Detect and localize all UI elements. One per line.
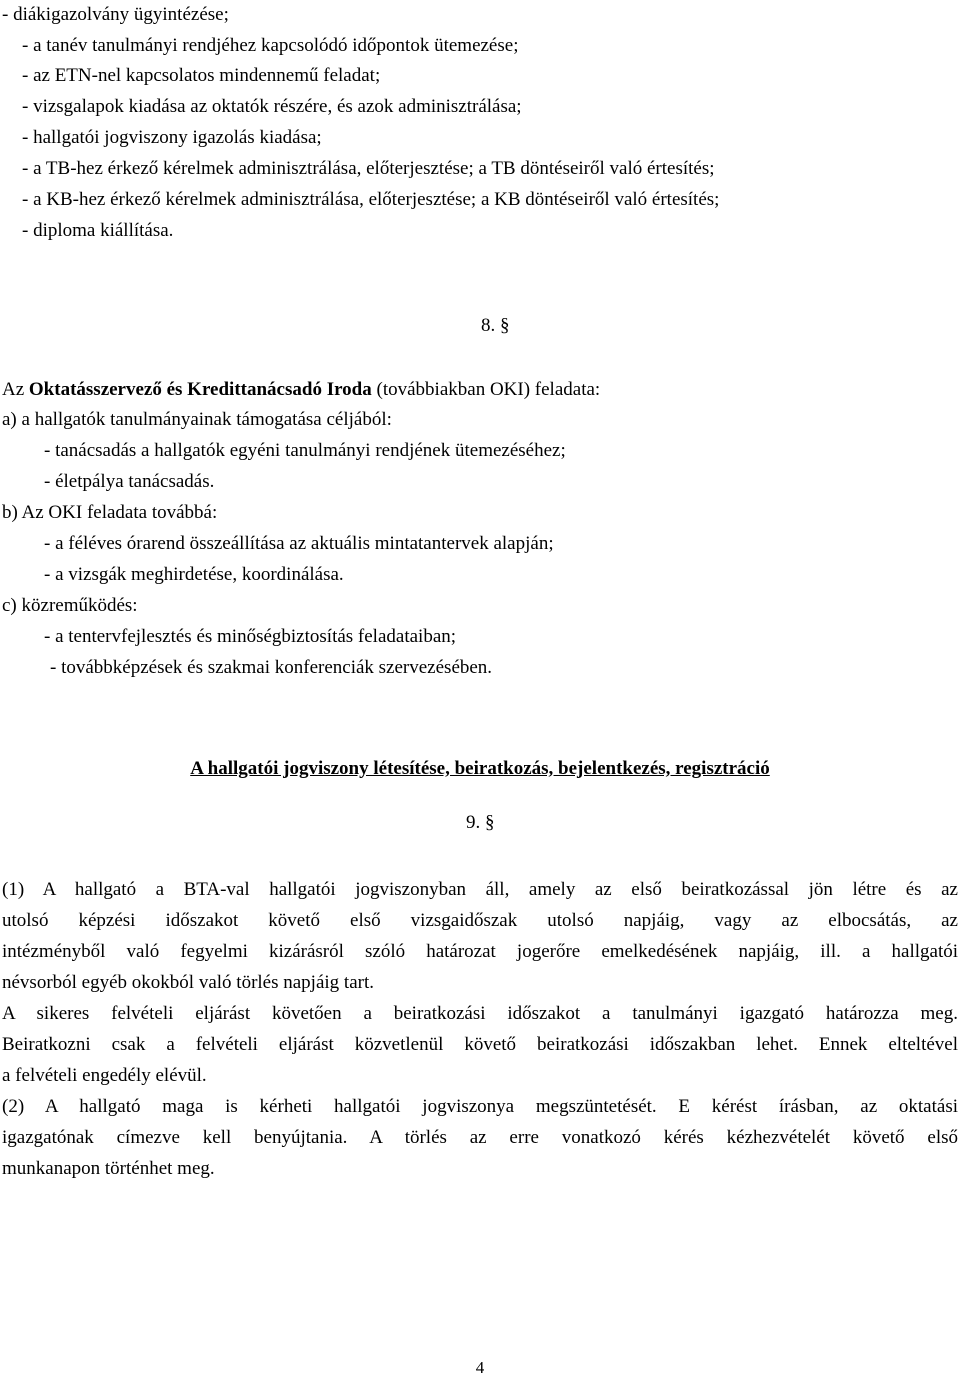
paragraph-line: (1) A hallgató a BTA-val hallgatói jogviszonyban áll, amely az első beiratkozással jön létre és az [2, 879, 958, 900]
list-item: - a féléves órarend összeállítása az aktuális mintatantervek alapján; [44, 533, 554, 554]
paragraph-line: A sikeres felvételi eljárást követően a beiratkozási időszakot a tanulmányi igazgató határozza meg. [2, 1003, 958, 1024]
intro-suffix: (továbbiakban OKI) feladata: [371, 379, 601, 400]
page-number: 4 [475, 1358, 485, 1377]
paragraph-line: utolsó képzési időszakot követő első vizsgaidőszak utolsó napjáig, vagy az elbocsátás, az [2, 910, 958, 931]
section-number-9: 9. § [466, 812, 495, 833]
intro-prefix: Az [2, 379, 29, 400]
office-name: Oktatásszervező és Kredittanácsadó Iroda [28, 379, 372, 400]
paragraph-line: a felvételi engedély elévül. [2, 1065, 207, 1086]
list-item: - a tanév tanulmányi rendjéhez kapcsolódó időpontok ütemezése; [22, 35, 519, 56]
paragraph-line: névsorból egyéb okokból való törlés napjáig tart. [2, 972, 374, 993]
point-c-label: c) közreműködés: [2, 595, 138, 616]
list-item: - a KB-hez érkező kérelmek adminisztrálása, előterjesztése; a KB döntéseiről való értesítés; [22, 189, 720, 210]
list-item: - a TB-hez érkező kérelmek adminisztrálása, előterjesztése; a TB döntéseiről való értesítés; [22, 158, 715, 179]
paragraph-line: intézményből való fegyelmi kizárásról szóló határozat jogerőre emelkedésének napjáig, ill. a hallgatói [2, 941, 958, 962]
list-item: - a vizsgák meghirdetése, koordinálása. [44, 564, 344, 585]
section-heading: A hallgatói jogviszony létesítése, beiratkozás, bejelentkezés, regisztráció [190, 758, 770, 779]
list-item: - életpálya tanácsadás. [44, 471, 215, 492]
list-item: - az ETN-nel kapcsolatos mindennemű feladat; [22, 65, 381, 86]
list-item: - diákigazolvány ügyintézése; [2, 4, 229, 25]
paragraph-line: igazgatónak címezve kell benyújtania. A törlés az erre vonatkozó kérés kézhezvételét követő első [2, 1127, 958, 1148]
paragraph-line: munkanapon történhet meg. [2, 1158, 215, 1179]
list-item: - diploma kiállítása. [22, 220, 174, 241]
paragraph-line: (2) A hallgató maga is kérheti hallgatói jogviszonya megszüntetését. E kérést írásban, az oktatási [2, 1096, 958, 1117]
section-number-8: 8. § [481, 315, 510, 336]
point-b-label: b) Az OKI feladata továbbá: [2, 502, 218, 523]
paragraph-line: Beiratkozni csak a felvételi eljárást közvetlenül követő beiratkozási időszakban lehet. Ennek elteltével [2, 1034, 958, 1055]
list-item: - továbbképzések és szakmai konferenciák szervezésében. [50, 657, 493, 678]
point-a-label: a) a hallgatók tanulmányainak támogatása céljából: [2, 409, 392, 430]
section8-intro [2, 378, 600, 402]
list-item: - vizsgalapok kiadása az oktatók részére, és azok adminisztrálása; [22, 96, 522, 117]
list-item: - tanácsadás a hallgatók egyéni tanulmányi rendjének ütemezéséhez; [44, 440, 566, 461]
list-item: - hallgatói jogviszony igazolás kiadása; [22, 127, 322, 148]
list-item: - a tentervfejlesztés és minőségbiztosítás feladataiban; [44, 626, 457, 647]
